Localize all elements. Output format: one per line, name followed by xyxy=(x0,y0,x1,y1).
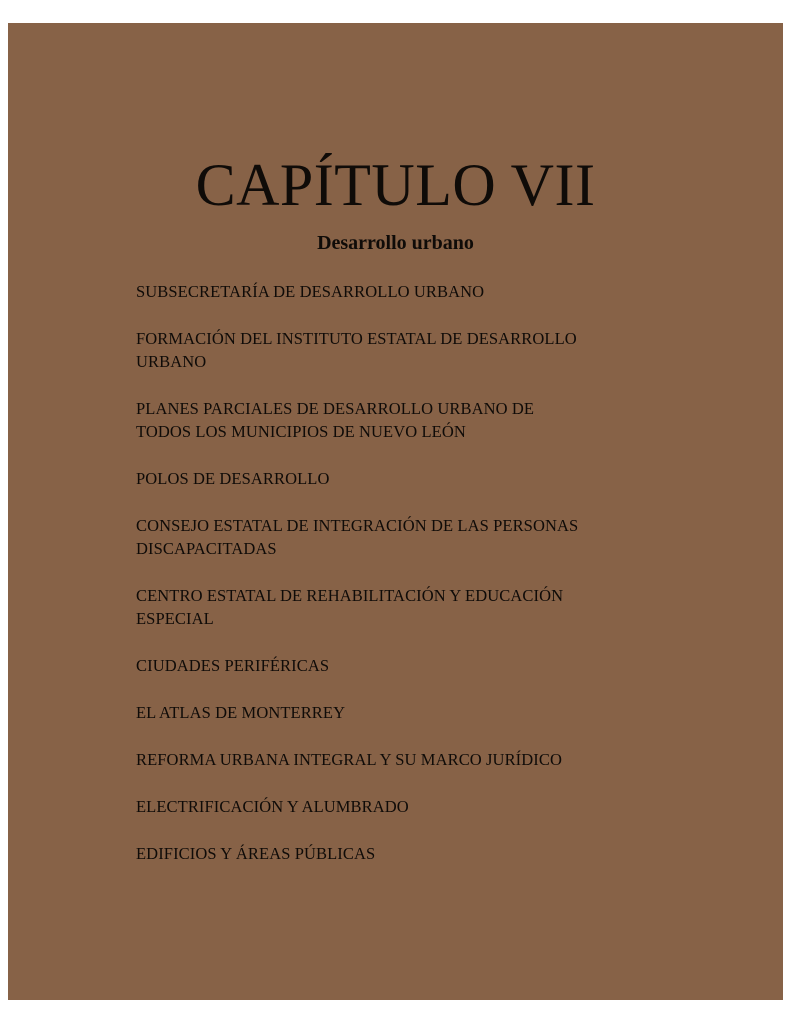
topic-item: CENTRO ESTATAL DE REHABILITACIÓN Y EDUCACIÓN ESPECIAL xyxy=(136,586,564,628)
topic-item: POLOS DE DESARROLLO xyxy=(136,469,330,488)
topic-item: CONSEJO ESTATAL DE INTEGRACIÓN DE LAS PERSONAS DISCAPACITADAS xyxy=(136,516,579,558)
topic-item: EL ATLAS DE MONTERREY xyxy=(136,703,346,722)
chapter-subtitle: Desarrollo urbano xyxy=(317,232,474,254)
topic-item: REFORMA URBANA INTEGRAL Y SU MARCO JURÍDICO xyxy=(136,750,563,769)
topic-item: ELECTRIFICACIÓN Y ALUMBRADO xyxy=(136,797,409,816)
topic-list xyxy=(136,280,676,889)
topic-item: PLANES PARCIALES DE DESARROLLO URBANO DE TODOS LOS MUNICIPIOS DE NUEVO LEÓN xyxy=(136,399,535,441)
chapter-cover-panel xyxy=(8,23,783,1000)
topic-item: CIUDADES PERIFÉRICAS xyxy=(136,656,330,675)
topic-item: FORMACIÓN DEL INSTITUTO ESTATAL DE DESARROLLO URBANO xyxy=(136,329,577,371)
chapter-title: CAPÍTULO VII xyxy=(195,152,596,218)
topic-item: SUBSECRETARÍA DE DESARROLLO URBANO xyxy=(136,282,485,301)
topic-item: EDIFICIOS Y ÁREAS PÚBLICAS xyxy=(136,844,376,863)
